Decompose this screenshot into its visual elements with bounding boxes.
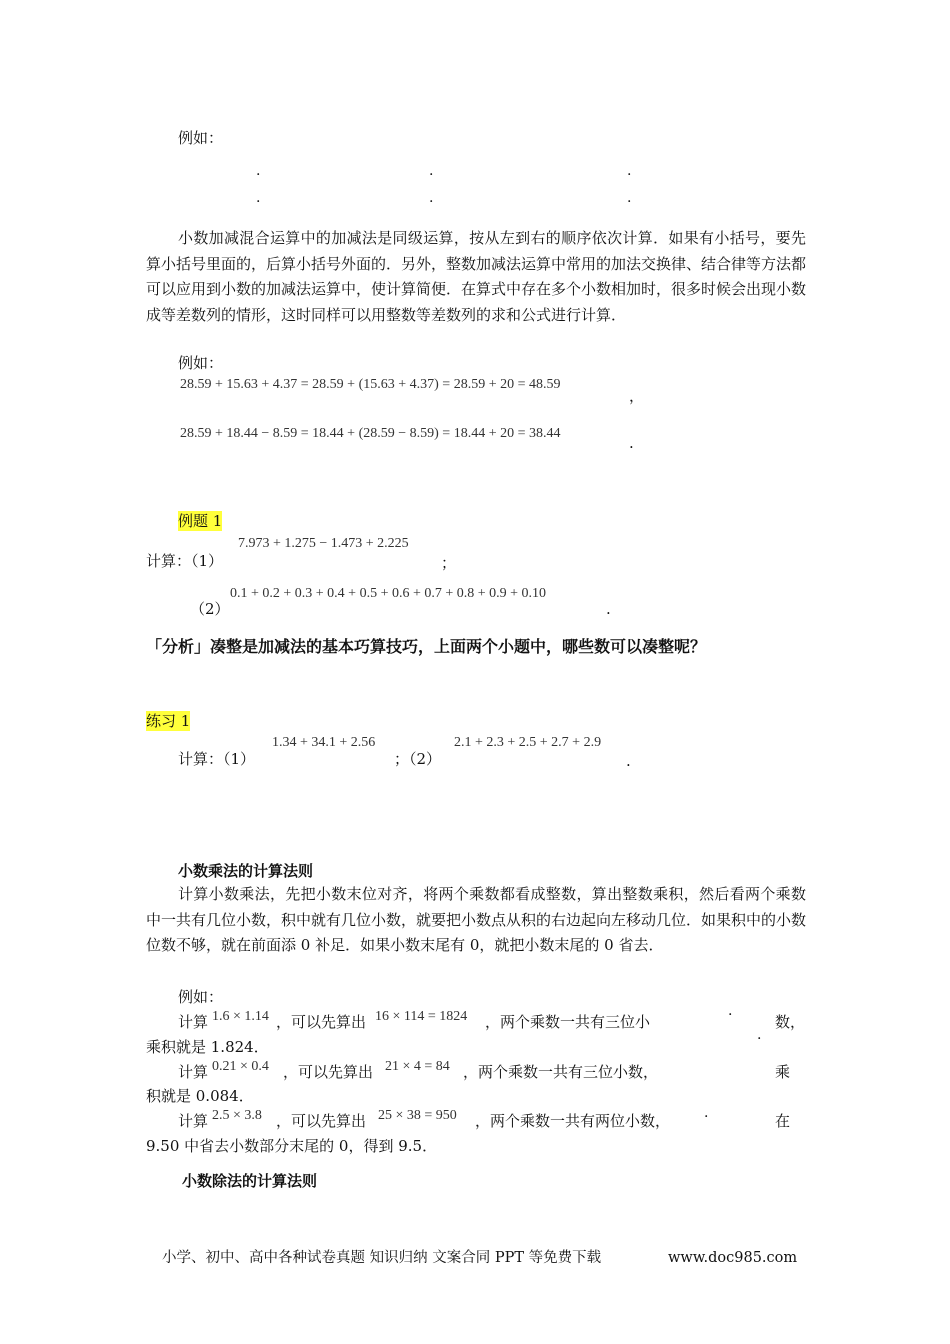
multiplication-rule-paragraph: 计算小数乘法，先把小数末位对齐，将两个乘数都看成整数，算出整数乘积，然后看两个乘数中一共有几位小数，积中就有几位小数，就要把小数点从积的右边起向左移动几位．如果积中的小数位数不够，就在前面添 0 补足．如果小数末尾有 0，就把小数末尾的 0 省去． [146,885,807,954]
mult-ex1-expr-b: 16 × 114 = 1824 [375,1009,468,1024]
placeholder-dot: . [757,1027,762,1043]
mult-ex1-line2: 乘积就是 1.824． [146,1038,269,1056]
example-1-sep: ； [441,554,457,572]
mult-ex2-mid: ，可以先算出 [283,1063,374,1081]
multiplication-heading: 小数乘法的计算法则 [178,862,314,880]
practice-1-sep: ；（2） [394,750,442,768]
mult-ex3-post: ，两个乘数一共有两位小数， [475,1112,671,1130]
footer-url: www.doc985.com [668,1250,798,1266]
mult-ex2-pre: 计算 [178,1063,209,1081]
mult-ex2-expr-a: 0.21 × 0.4 [212,1059,269,1074]
practice-1-expr-2: 2.1 + 2.3 + 2.5 + 2.7 + 2.9 [454,735,602,750]
placeholder-dot: . [627,163,632,179]
practice-1-calc-label: 计算：（1） [178,750,256,768]
placeholder-dot: . [256,190,261,206]
example-1-title: 例题 1 [178,512,223,530]
placeholder-dot: . [728,1003,733,1019]
practice-1-end: . [626,752,631,770]
add-sub-rule-paragraph: 小数加减混合运算中的加减法是同级运算，按从左到右的顺序依次计算．如果有小括号，要先算小括号里面的，后算小括号外面的．另外，整数加减法运算中常用的加法交换律、结合律等方法都可以应用到小数的加减法运算中，使计算简便．在算式中存在多个小数相加时，很多时候会出现小数成等差数列的情形，这时同样可以用整数等差数列的求和公式进行计算． [146,229,807,324]
example-1-expr-2: 0.1 + 0.2 + 0.3 + 0.4 + 0.5 + 0.6 + 0.7 + 0.8 + 0.9 + 0.10 [230,586,547,601]
mult-ex1-expr-a: 1.6 × 1.14 [212,1009,269,1024]
example-label-1: 例如： [178,129,224,147]
mult-ex1-pre: 计算 [178,1013,209,1031]
mult-ex3-tail: 在 [775,1112,791,1130]
placeholder-dot: . [256,163,261,179]
placeholder-dot: . [627,190,632,206]
formula-1-end: ， [629,387,645,405]
example-label-2: 例如： [178,354,224,372]
mult-ex1-tail: 数， [775,1013,806,1031]
analysis-text: 「分析」凑整是加减法的基本巧算技巧，上面两个小题中，哪些数可以凑整呢？ [146,637,707,656]
formula-1: 28.59 + 15.63 + 4.37 = 28.59 + (15.63 + 4.37) = 28.59 + 20 = 48.59 [180,377,561,392]
mult-ex3-expr-b: 25 × 38 = 950 [378,1108,457,1123]
mult-ex1-mid: ，可以先算出 [276,1013,367,1031]
mult-ex3-line2: 9.50 中省去小数部分末尾的 0，得到 9.5． [146,1137,438,1155]
mult-ex3-expr-a: 2.5 × 3.8 [212,1108,262,1123]
example-label-3: 例如： [178,988,224,1006]
example-1-calc-label: 计算：（1） [146,552,224,570]
mult-ex2-line2: 积就是 0.084． [146,1087,254,1105]
example-1-end: . [606,600,611,618]
mult-ex3-mid: ，可以先算出 [276,1112,367,1130]
example-1-label-2: （2） [190,600,230,618]
practice-1-title: 练习 1 [146,712,191,730]
footer-text: 小学、初中、高中各种试卷真题 知识归纳 文案合同 PPT 等免费下载 [162,1250,602,1266]
mult-ex1-post: ，两个乘数一共有三位小 [485,1013,651,1031]
formula-2-end: . [629,434,634,452]
mult-ex2-post: ，两个乘数一共有三位小数， [463,1063,659,1081]
practice-1-expr-1: 1.34 + 34.1 + 2.56 [272,735,376,750]
placeholder-dot: · [704,1109,709,1125]
division-heading: 小数除法的计算法则 [182,1172,318,1190]
placeholder-dot: . [429,190,434,206]
formula-2: 28.59 + 18.44 − 8.59 = 18.44 + (28.59 − 8.59) = 18.44 + 20 = 38.44 [180,426,561,441]
mult-ex3-pre: 计算 [178,1112,209,1130]
example-1-expr-1: 7.973 + 1.275 − 1.473 + 2.225 [238,536,409,551]
placeholder-dot: . [429,163,434,179]
mult-ex2-expr-b: 21 × 4 = 84 [385,1059,450,1074]
mult-ex2-tail: 乘 [775,1063,791,1081]
